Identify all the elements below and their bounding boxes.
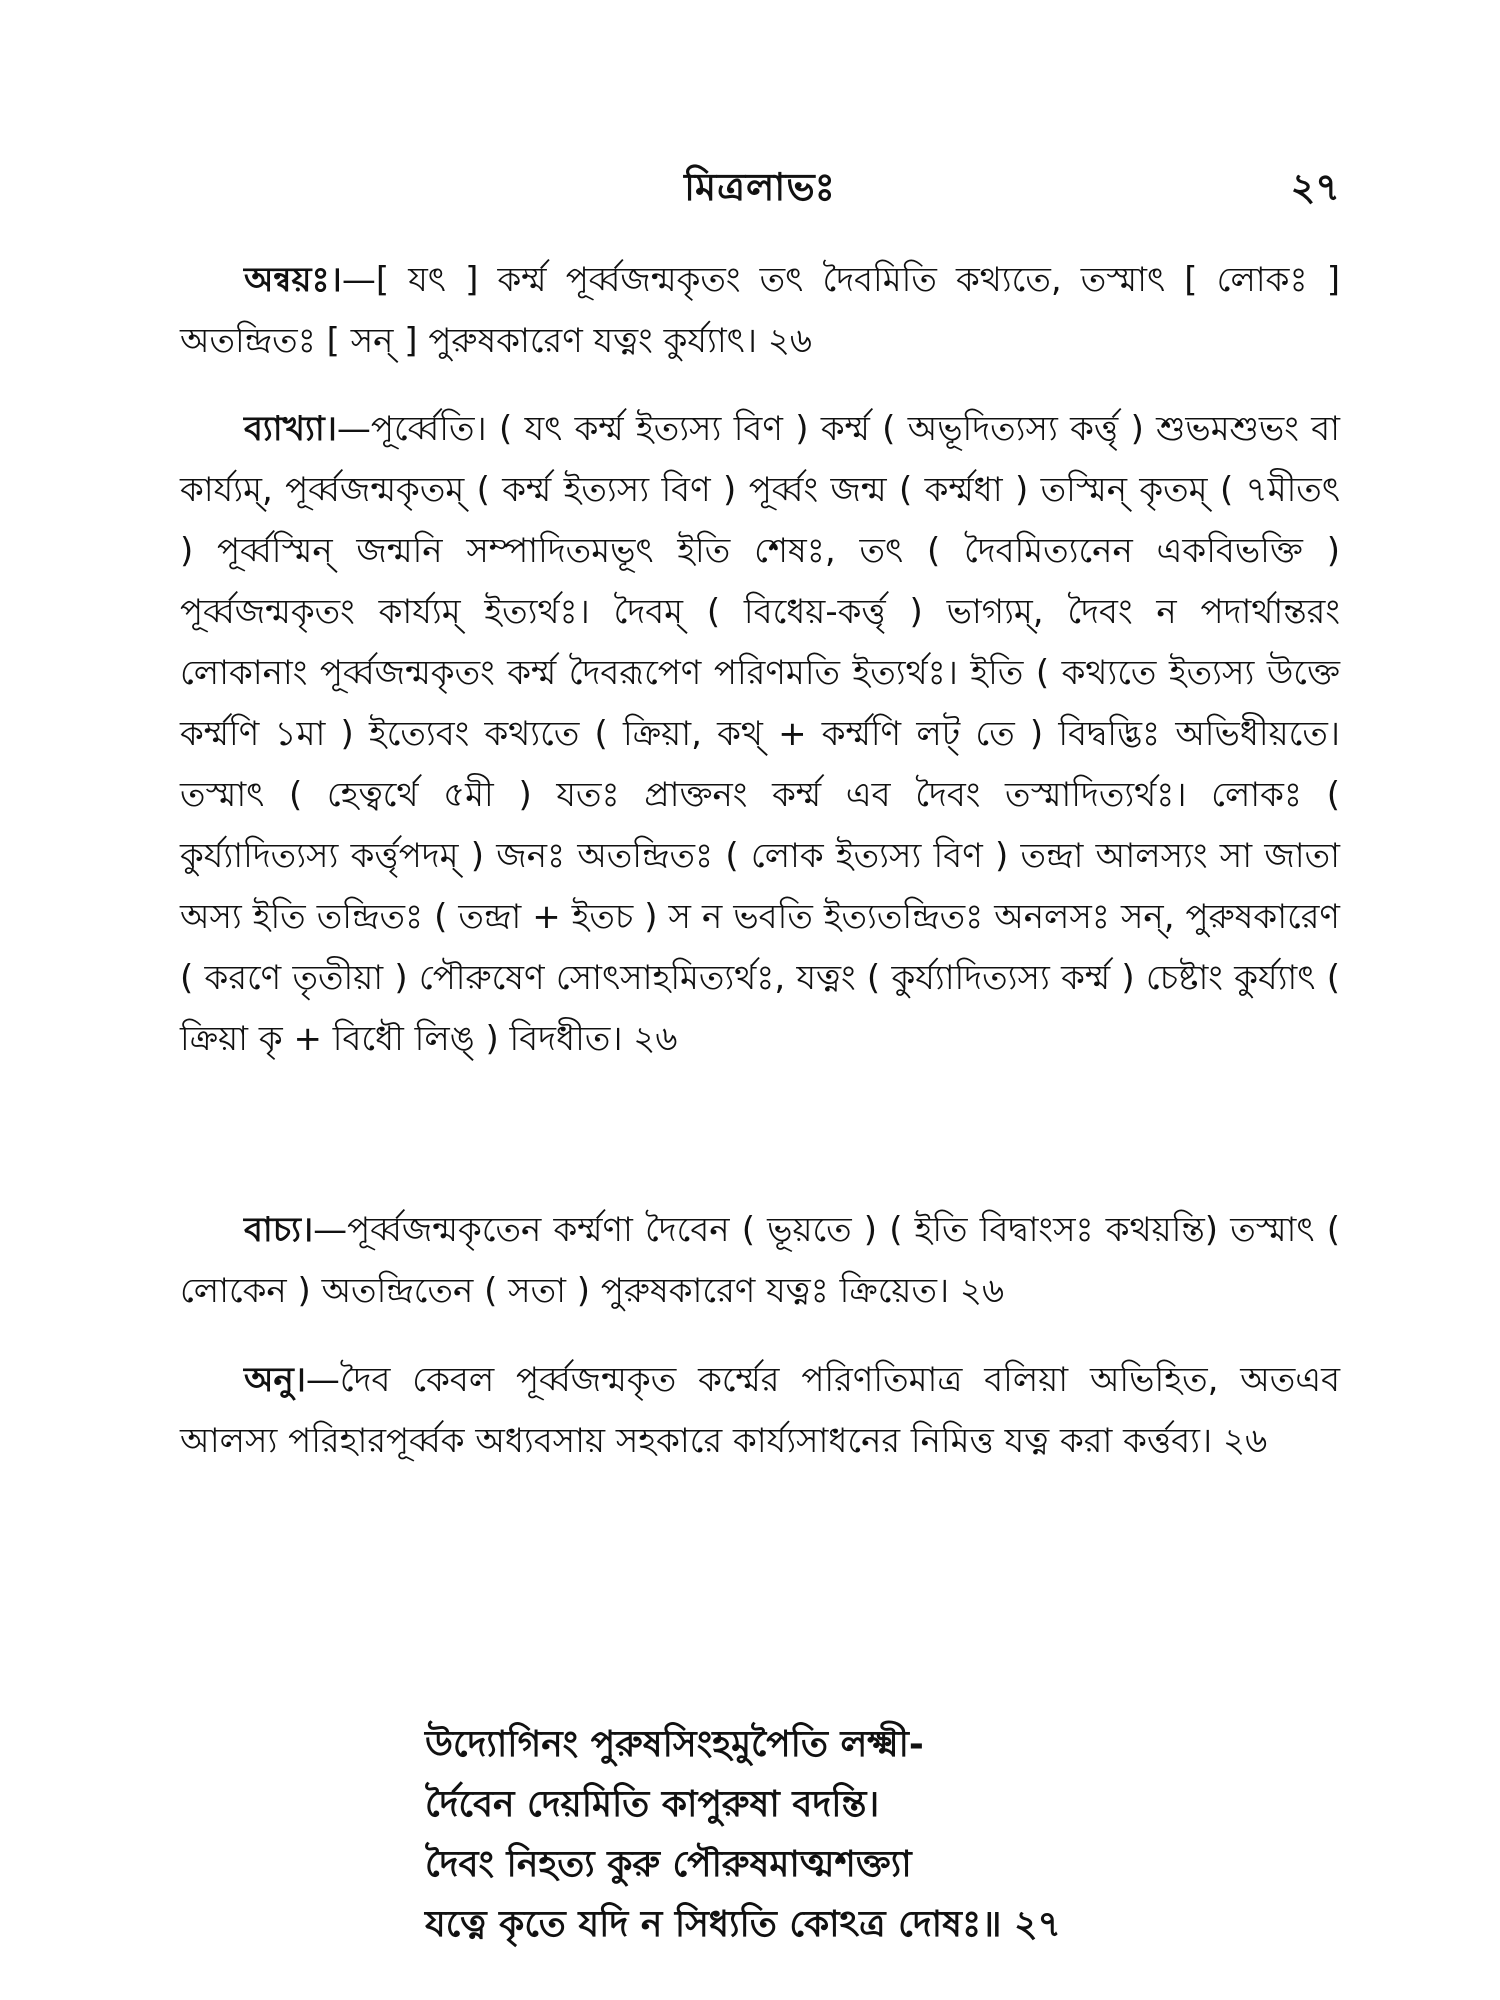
anu-label: অনু। [244, 1360, 306, 1400]
anvaya-section [180, 250, 1340, 372]
vyakhya-section [180, 399, 1340, 1070]
page-number: ২৭ [1290, 165, 1340, 209]
verse-block [425, 1715, 1325, 1955]
anu-paragraph [180, 1350, 1340, 1472]
anu-section [180, 1350, 1340, 1472]
anu-text: —দৈব কেবল পূর্ব্বজন্মকৃত কর্ম্মের পরিণতিমাত্র বলিয়া অভিহিত, অতএব আলস্য পরিহারপূর্ব্বক অধ্যবসায় সহকারে কার্য্যসাধনের নিমিত্ত যত্ন করা কর্ত্তব্য। ২৬ [180, 1360, 1340, 1461]
verse-line: দৈবং নিহত্য কুরু পৌরুষমাত্মশক্ত্যা [425, 1844, 912, 1885]
vyakhya-text: —পূর্ব্বেতি। ( যৎ কর্ম্ম ইত্যস্য বিণ ) কর্ম্ম ( অভূদিত্যস্য কর্ত্তৃ ) শুভমশুভং বা কার্য্যম্, পূর্ব্বজন্মকৃতম্ ( কর্ম্ম ইত্যস্য বিণ ) পূর্ব্বং জন্ম ( কর্ম্মধা ) তস্মিন্ কৃতম্ ( ৭মীতৎ ) পূর্ব্বস্মিন্ জন্মনি সম্পাদিতমভূৎ ইতি শেষঃ, তৎ ( দৈবমিত্যনেন একবিভক্তি ) পূর্ব্বজন্মকৃতং কার্য্যম্ ইত্যর্থঃ। দৈবম্ ( বিধেয়-কর্ত্তৃ ) ভাগ্যম্, দৈবং ন পদার্থান্তরং লোকানাং পূর্ব্বজন্মকৃতং কর্ম্ম দৈবরূপেণ পরিণমতি ইত্যর্থঃ। ইতি ( কথ্যতে ইত্যস্য উক্তে কর্ম্মণি ১মা ) ইত্যেবং কথ্যতে ( ক্রিয়া, কথ্ + কর্ম্মণি লট্ তে ) বিদ্বদ্ভিঃ অভিধীয়তে। তস্মাৎ ( হেত্বর্থে ৫মী ) যতঃ প্রাক্তনং কর্ম্ম এব দৈবং তস্মাদিত্যর্থঃ। লোকঃ ( কুর্য্যাদিত্যস্য কর্ত্তৃপদম্ ) জনঃ অতন্দ্রিতঃ ( লোক ইত্যস্য বিণ ) তন্দ্রা আলস্যং সা জাতা অস্য ইতি তন্দ্রিতঃ ( তন্দ্রা + ইতচ ) স ন ভবতি ইত্যতন্দ্রিতঃ অনলসঃ সন্, পুরুষকারেণ ( করণে তৃতীয়া ) পৌরুষেণ সোৎসাহমিত্যর্থঃ, যত্নং ( কুর্য্যাদিত্যস্য কর্ম্ম ) চেষ্টাং কুর্য্যাৎ ( ক্রিয়া কৃ + বিধৌ লিঙ্ ) বিদধীত। ২৬ [180, 409, 1340, 1059]
anvaya-label: অন্বয়ঃ। [244, 260, 342, 300]
vachya-label: বাচ্য। [244, 1210, 314, 1250]
vachya-text: —পূর্ব্বজন্মকৃতেন কর্ম্মণা দৈবেন ( ভূয়তে ) ( ইতি বিদ্বাংসঃ কথয়ন্তি) তস্মাৎ ( লোকেন ) অতন্দ্রিতেন ( সতা ) পুরুষকারেণ যত্নঃ ক্রিয়েত। ২৬ [180, 1210, 1340, 1311]
vachya-section [180, 1200, 1340, 1322]
verse-line: র্দৈবেন দেয়মিতি কাপুরুষা বদন্তি। [425, 1784, 880, 1825]
verse-line: যত্নে কৃতে যদি ন সিধ্যতি কোঽত্র দোষঃ॥ ২৭ [425, 1904, 1061, 1945]
running-title: মিত্রলাভঃ [684, 165, 836, 209]
anvaya-paragraph [180, 250, 1340, 372]
anvaya-text: —[ যৎ ] কর্ম্ম পূর্ব্বজন্মকৃতং তৎ দৈবমিতি কথ্যতে, তস্মাৎ [ লোকঃ ] অতন্দ্রিতঃ [ সন্ ] পুরুষকারেণ যত্নং কুর্য্যাৎ। ২৬ [180, 260, 1340, 361]
page-header [180, 158, 1340, 218]
vyakhya-label: ব্যাখ্যা। [244, 409, 337, 449]
vachya-paragraph [180, 1200, 1340, 1322]
vyakhya-paragraph [180, 399, 1340, 1070]
verse-line: উদ্যোগিনং পুরুষসিংহমুপৈতি লক্ষ্মী- [425, 1724, 924, 1765]
